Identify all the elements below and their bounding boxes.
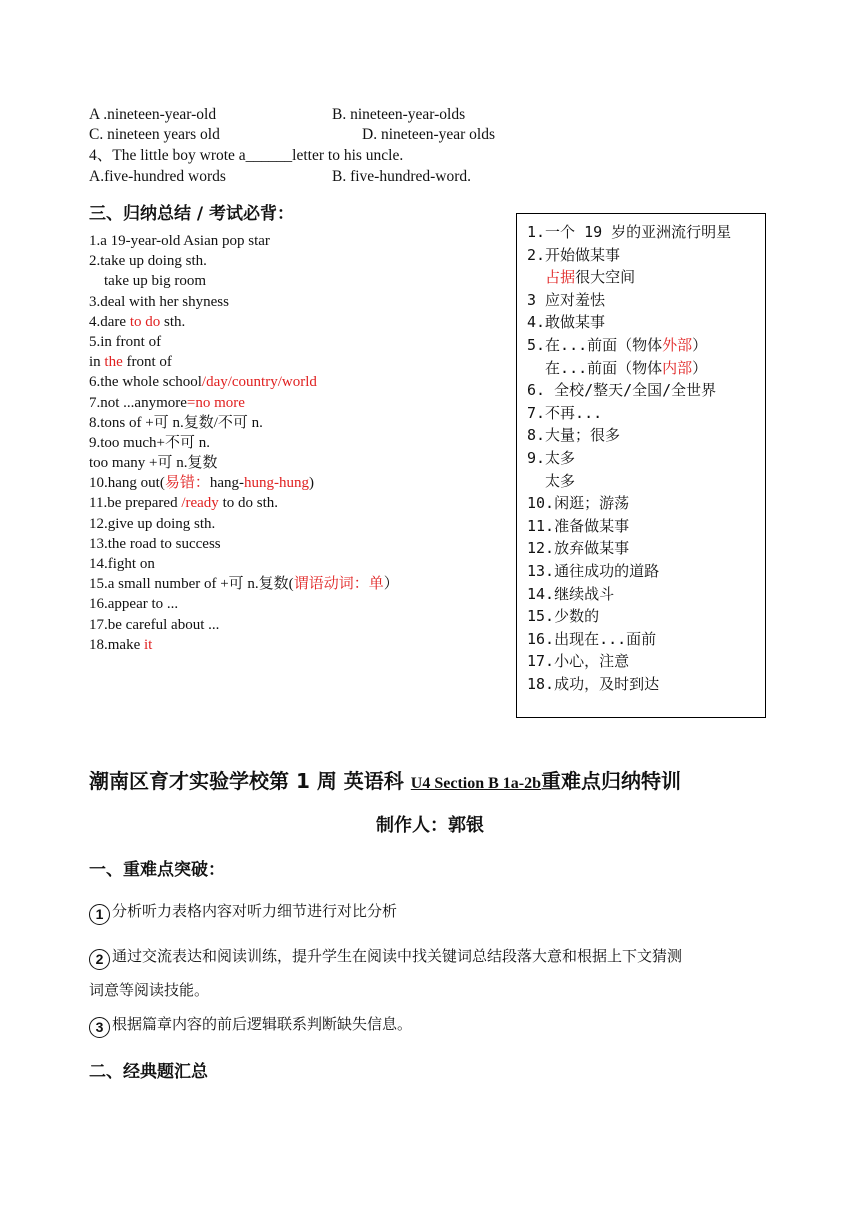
point-1	[89, 900, 397, 925]
phrase-text: 很大空间	[575, 268, 636, 287]
chinese-phrase-row	[527, 492, 731, 515]
phrase-text: 10.hang out(	[89, 475, 165, 492]
title-topic: 重难点归纳特训	[541, 769, 682, 793]
highlight-text: hung-hung	[244, 475, 309, 492]
chinese-phrase-row	[527, 628, 731, 651]
highlight-text: 谓语动词：单	[293, 576, 384, 593]
chinese-phrase-row	[527, 650, 731, 673]
phrase-text: 7.not ...anymore	[89, 394, 187, 411]
phrase-text: 8.大量；很多	[527, 426, 621, 445]
phrase-text: 8.tons of +可 n.复数/不可 n.	[89, 414, 263, 431]
point-text: 根据篇章内容的前后逻辑联系判断缺失信息。	[112, 1015, 413, 1033]
english-phrase-row	[89, 433, 509, 453]
phrase-text: 18.make	[89, 636, 144, 653]
chinese-phrase-row	[527, 515, 731, 538]
english-phrase-row	[89, 615, 509, 635]
author: 制作人：郭银	[376, 815, 484, 836]
phrase-text: 12.放弃做某事	[527, 539, 630, 558]
page-title	[89, 765, 681, 794]
phrase-text: 15.a small number of +可 n.复数(	[89, 576, 294, 593]
english-phrase-row	[89, 574, 509, 594]
phrase-text: take up big room	[89, 273, 207, 290]
phrase-list-chinese	[527, 221, 731, 695]
chinese-phrase-row	[527, 470, 731, 493]
english-phrase-row	[89, 635, 509, 655]
phrase-text: 16.出现在...面前	[527, 629, 657, 648]
phrase-text: too many +可 n.复数	[89, 455, 218, 472]
point-2-continued: 词意等阅读技能。	[89, 981, 210, 999]
highlight-text: 外部	[662, 335, 693, 354]
phrase-text: 10.闲逛；游荡	[527, 494, 630, 513]
question-4: 4、The little boy wrote a______letter to his uncle.	[89, 147, 404, 164]
phrase-text: in	[89, 354, 105, 371]
english-phrase-row	[89, 292, 509, 312]
english-phrase-row	[89, 271, 509, 291]
q4-option-b: B. five-hundred-word.	[332, 168, 472, 185]
phrase-text: 1.一个 19 岁的亚洲流行明星	[527, 223, 732, 241]
phrase-text: 13.the road to success	[89, 535, 221, 552]
q4-option-a: A.five-hundred words	[89, 168, 226, 185]
phrase-text: 在...前面（物体	[527, 358, 663, 377]
phrase-text: ）	[692, 358, 708, 377]
english-phrase-row	[89, 312, 509, 332]
chinese-phrase-row	[527, 357, 731, 380]
highlight-text: the	[104, 354, 123, 371]
phrase-text: 11.准备做某事	[527, 516, 630, 535]
phrase-text: 9.太多	[527, 448, 576, 467]
english-phrase-row	[89, 332, 509, 352]
chinese-phrase-row	[527, 334, 731, 357]
phrase-text: 12.give up doing sth.	[89, 515, 216, 532]
point-text: 通过交流表达和阅读训练，提升学生在阅读中找关键词总结段落大意和根据上下文猜测	[112, 947, 683, 965]
phrase-text: 1.a 19-year-old Asian pop star	[89, 233, 270, 249]
point-text: 分析听力表格内容对听力细节进行对比分析	[112, 902, 398, 920]
summary-title: 三、归纳总结 / 考试必背：	[89, 204, 295, 224]
highlight-text: to do	[129, 313, 161, 330]
phrase-text: to do sth.	[218, 495, 278, 512]
english-phrase-row	[89, 413, 509, 433]
highlight-text: 占据	[545, 268, 576, 287]
chinese-phrase-row	[527, 605, 731, 628]
phrase-text: 16.appear to ...	[89, 596, 179, 613]
phrase-text	[527, 268, 545, 286]
phrase-text: hang-	[209, 475, 244, 492]
phrase-text: sth.	[160, 313, 186, 330]
phrase-text: ）	[383, 576, 399, 593]
english-phrase-row	[89, 514, 509, 534]
highlight-text: 内部	[662, 358, 693, 377]
highlight-text: it	[143, 636, 153, 653]
phrase-text: 11.be prepared	[89, 495, 182, 512]
english-phrase-row	[89, 594, 509, 614]
phrase-text: 14.fight on	[89, 556, 155, 572]
english-phrase-row	[89, 473, 509, 493]
english-phrase-row	[89, 251, 509, 271]
point-2	[89, 945, 682, 970]
phrase-box-chinese	[516, 213, 766, 718]
chinese-phrase-row	[527, 379, 731, 402]
english-phrase-row	[89, 372, 509, 392]
title-unit: U4 Section B 1a-2b	[410, 775, 542, 792]
phrase-text: 15.少数的	[527, 607, 600, 626]
phrase-text: 6.the whole school	[89, 374, 202, 391]
phrase-text: 4.敢做某事	[527, 313, 606, 332]
phrase-text: front of	[122, 354, 172, 371]
chinese-phrase-row	[527, 447, 731, 470]
chinese-phrase-row	[527, 402, 731, 425]
phrase-text: 6. 全校/整天/全国/全世界	[527, 381, 717, 400]
chinese-phrase-row	[527, 266, 731, 289]
chinese-phrase-row	[527, 244, 731, 267]
highlight-text: /day/country/world	[201, 374, 317, 391]
section1-title: 一、重难点突破：	[89, 860, 225, 880]
circled-number-icon: 3	[89, 1017, 110, 1038]
english-phrase-row	[89, 231, 509, 251]
section2-title: 二、经典题汇总	[89, 1062, 208, 1082]
phrase-text: 3.deal with her shyness	[89, 293, 229, 310]
point-3	[89, 1013, 412, 1038]
phrase-text: 13.通往成功的道路	[527, 561, 660, 580]
english-phrase-row	[89, 554, 509, 574]
phrase-text: 2.开始做某事	[527, 245, 621, 264]
phrase-text: 18.成功，及时到达	[527, 674, 660, 693]
chinese-phrase-row	[527, 583, 731, 606]
phrase-text: 9.too much+不可 n.	[89, 434, 210, 451]
phrase-text: 太多	[527, 471, 576, 490]
english-phrase-row	[89, 453, 509, 473]
phrase-text: 4.dare	[89, 313, 130, 330]
phrase-text: )	[309, 475, 314, 492]
chinese-phrase-row	[527, 673, 731, 696]
phrase-text: 5.在...前面（物体	[527, 335, 663, 354]
phrase-text: 17.be careful about ...	[89, 616, 220, 633]
english-phrase-row	[89, 393, 509, 413]
title-school: 潮南区育才实验学校第 1 周 英语科	[89, 769, 411, 793]
highlight-text: 易错：	[164, 475, 210, 492]
phrase-text: 3 应对羞怯	[527, 290, 606, 309]
phrase-text: 2.take up doing sth.	[89, 253, 207, 270]
phrase-text: 7.不再...	[527, 403, 603, 422]
english-phrase-row	[89, 352, 509, 372]
option-a: A .nineteen-year-old	[89, 106, 217, 123]
highlight-text: /ready	[181, 495, 219, 512]
chinese-phrase-row	[527, 311, 731, 334]
option-c: C. nineteen years old	[89, 126, 220, 143]
chinese-phrase-row	[527, 424, 731, 447]
highlight-text: =no more	[186, 394, 245, 411]
english-phrase-row	[89, 493, 509, 513]
phrase-text: 14.继续战斗	[527, 584, 615, 603]
circled-number-icon: 2	[89, 949, 110, 970]
english-phrase-row	[89, 534, 509, 554]
phrase-text: 5.in front of	[89, 333, 162, 350]
phrase-text: ）	[692, 335, 708, 354]
chinese-phrase-row	[527, 221, 731, 244]
option-b: B. nineteen-year-olds	[332, 106, 466, 123]
phrase-text: 17.小心，注意	[527, 652, 630, 671]
chinese-phrase-row	[527, 537, 731, 560]
chinese-phrase-row	[527, 289, 731, 312]
phrase-list-english	[89, 231, 509, 655]
circled-number-icon: 1	[89, 904, 110, 925]
option-d: D. nineteen-year olds	[362, 126, 495, 143]
chinese-phrase-row	[527, 560, 731, 583]
